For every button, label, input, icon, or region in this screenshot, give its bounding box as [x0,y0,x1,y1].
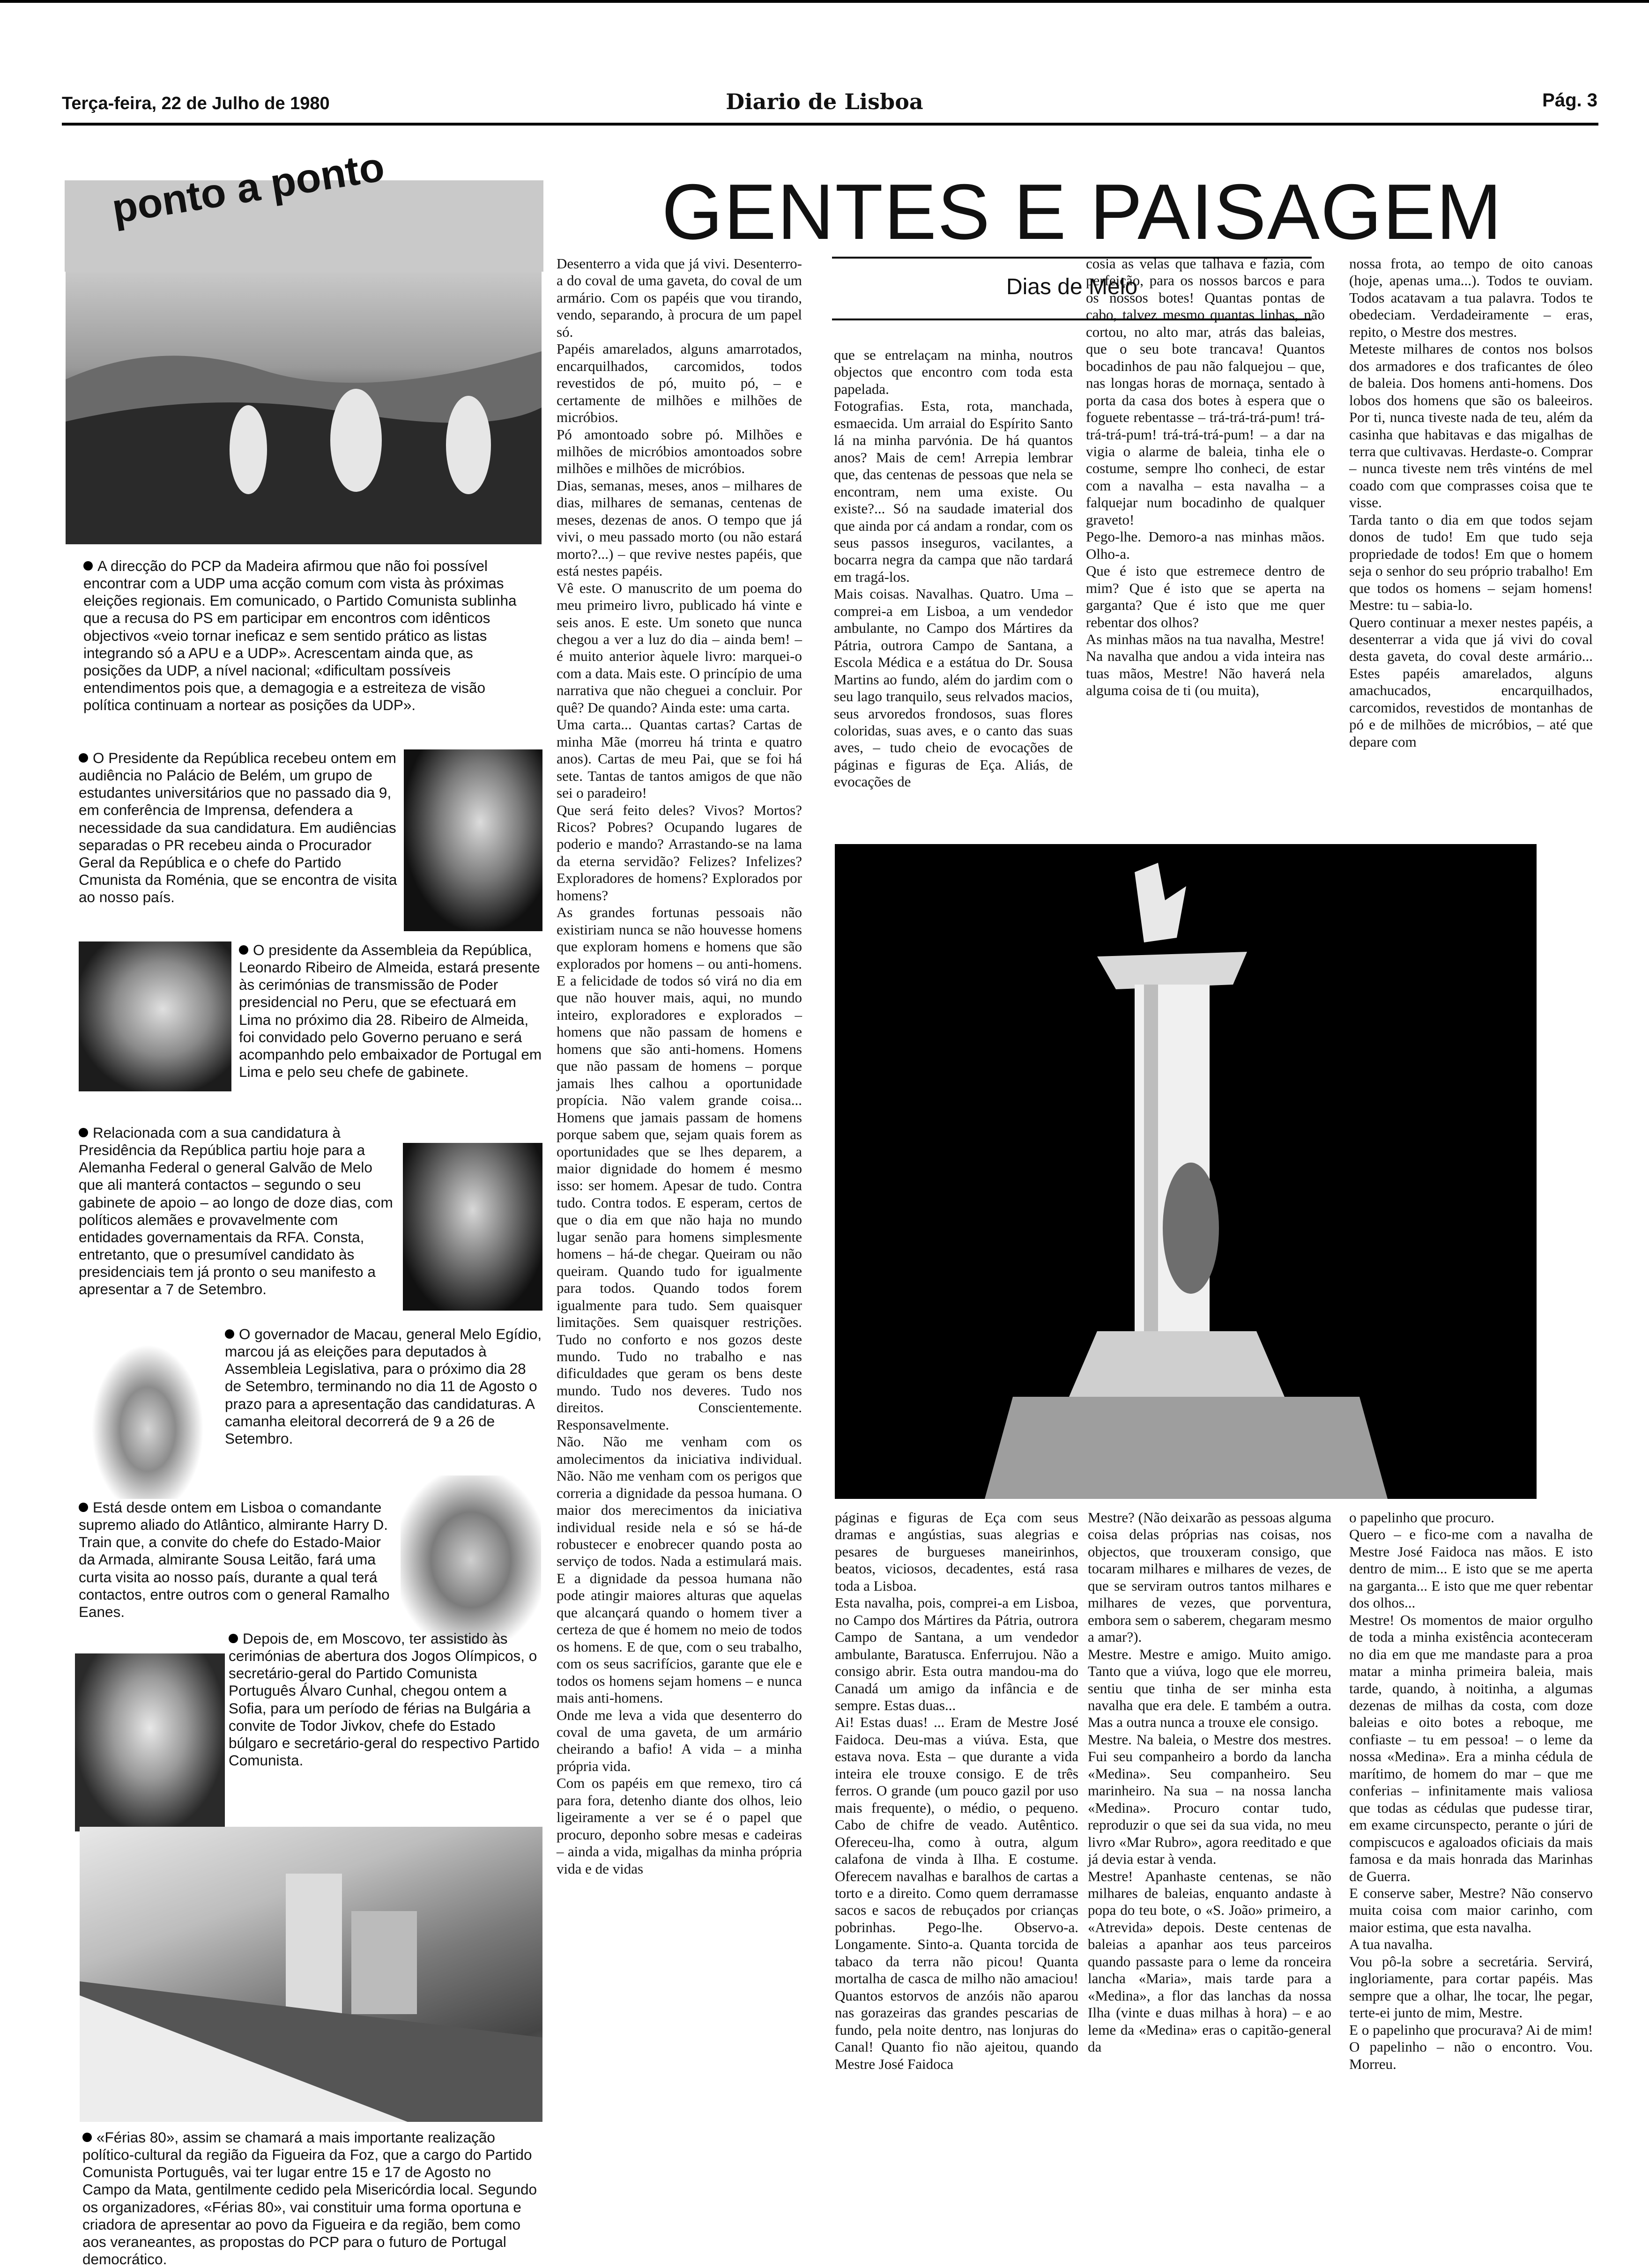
brief-text: O Presidente da República recebeu ontem em audiência no Palácio de Belém, um grupo de estudantes universitários que no passado dia 9, em conferência de Imprensa, defendera a necessidade da sua candidatura. Em audiências separadas o PR recebeu ainda o Procurador Geral da República e o chefe do Partido Cmunista da Roménia, que se encontra de visita ao nosso país. [79,749,401,906]
photo-monument-column [835,844,1537,1499]
brief-text: Está desde ontem em Lisboa o comandante supremo aliado do Atlântico, almirante Harry D. Train que, a convite do chefe do Estado-Maior da Armada, almirante Sousa Leitão, fará uma curta visita ao nosso país, durante a qual terá contactos, entre outros com o general Ramalho Eanes. [79,1499,394,1620]
article-column-3-top: cosia as velas que talhava e fazia, com perfeição, para os nossos barcos e para os nossos botes! Quantas pontas de cabo, talvez mesmo quantas linhas, não cortou, no alto mar, atrás das baleias, que o seu bote trancava! Quantos bocadinhos de pau não falquejou – que, nas longas horas de mornaça, sentado à porta da casa dos botes à espera que o foguete rebentasse – trá-trá-trá-pum! trá-trá-trá-pum! trá-trá-trá-pum! – a dar na vigia o alarme de baleia, tinha ele o costume, sempre lho conheci, de estar com a navalha – esta navalha – a falquejar num bocadinho de qualquer graveto! Pego-lhe. Demoro-a nas minhas mãos. Olho-a. Que é isto que estremece dentro de mim? Que é isto que se aperta na garganta? Que é isto que me quer rebentar dos olhos? As minhas mãos na tua navalha, Mestre! Na navalha que andou a vida inteira nas tuas mãos, Mestre! Não haverá nela alguma coisa de ti (ou muita), [1086,255,1325,699]
brief-text: O presidente da Assembleia da República, Leonardo Ribeiro de Almeida, estará presente às cerimónias de transmissão de Poder presidencial no Peru, que se efectuará em Lima no próximo dia 28. Ribeiro de Almeida, foi convidado pelo Governo peruano e será acompanhdo pelo embaixador de Portugal em Lima e pelo seu chefe de gabinete. [239,941,546,1081]
brief-cunhal [229,1630,542,1831]
article-column-1: Desenterro a vida que já vivi. Desenterro-a do coval de uma gaveta, do coval de um armário. Com os papéis que vou tirando, vendo, separando, à procura de um papel só. Papéis amarelados, alguns amarrotados, encarquilhados, carcomidos, todos revestidos de pó, muito pó, – e certamente de milhões e milhões de micróbios. Pó amontoado sobre pó. Milhões e milhões de micróbios amontoados sobre milhões e milhões de micróbios. Dias, semanas, meses, anos – milhares de dias, milhares de semanas, centenas de meses, dezenas de anos. O tempo que já vivi, o meu passado morto (ou não estará morto?...) – que revive nestes papéis, que está nestes papéis. Vê este. O manuscrito de um poema do meu primeiro livro, publicado há vinte e seis anos. E este. Um soneto que nunca chegou a ver a luz do dia – ainda bem! – é muito anterior àquele livro: marquei-o com a data. Mais este. O princípio de uma narrativa que não cheguei a concluir. Por quê? De quando? Ainda este: uma carta. Uma carta... Quantas cartas? Cartas de minha Mãe (morreu há trinta e quatro anos). Cartas de meu Pai, que se foi há sete. Tantas de tantos amigos de que não sei o paradeiro! Que será feito deles? Vivos? Mortos? Ricos? Pobres? Ocupando lugares de poderio e mando? Arrastando-se na lama da eterna servidão? Felizes? Infelizes? Exploradores de homens? Explorados por homens? As grandes fortunas pessoais não existiriam nunca se não houvesse homens que exploram homens e homens que são explorados por homens – ou anti-homens. E a felicidade de todos só virá no dia em que não houver mais, aqui, no mundo inteiro, exploradores e explorados – homens que não passam de homens e homens que são anti-homens. Homens que não passam de homens – porque jamais lhes calhou a oportunidade propícia. Não valem grande coisa... Homens que jamais passam de homens porque sabem que, sejam quais forem as oportunidades que se lhes deparem, a maior dignidade do homem é mesmo isso: ser homem. Apesar de tudo. Contra tudo. Contra todos. E esperam, certos de que o dia em que não haja no mundo lugar senão para homens simplesmente homens – há-de chegar. Queiram ou não queiram. Quando tudo for igualmente para todos. Quando todos forem igualmente para tudo. Sem quaisquer limitações. Sem quaisquer restrições. Tudo no conforto e nos gozos deste mundo. Tudo no trabalho e nas dificuldades que geram os bens deste mundo. Tudo nos deveres. Tudo nos direitos. Conscientemente. Responsavelmente. Não. Não me venham com os amolecimentos da iniciativa individual. Não. Não me venham com os perigos que correria a dignidade da pessoa humana. O maior dos merecimentos da iniciativa individual reside nela e só se há-de robustecer e enobrecer quando posta ao serviço de todos. Nada a estimulará mais. E a dignidade da pessoa humana não pode atingir maiores alturas que aquelas que alcançará quando o homem tiver a certeza de que é homem no meio de todos os homens. E de que, com o seu trabalho, com os seus sacrifícios, garante que ele e todos os homens sejam homens – e nunca mais anti-homens. Onde me leva a vida que desenterro do coval de uma gaveta, de um armário cheirando a bafio! A vida – a minha própria vida. Com os papéis em que remexo, tiro cá para fora, detenho diante dos olhos, leio ligeiramente a ver se é o papel que procuro, deponho sobre mesas e cadeiras – ainda a vida, migalhas da minha própria vida e de vidas [557,255,802,1877]
article-headline: GENTES E PAISAGEM [661,168,1503,256]
bullet-icon [82,2133,92,2142]
photo-beach-scene [80,1827,542,2122]
photo-presidente-portrait [404,749,542,931]
article-column-3-bottom: Mestre? (Não deixarão as pessoas alguma coisa delas próprias nas coisas, nos objectos, que trouxeram consigo, que tocaram milhares e milhares de vezes, de que se serviram outros tantos milhares e milhares de vezes, que porventura, embora sem o saberem, chegaram mesmo a amar?). Mestre. Mestre e amigo. Muito amigo. Tanto que a viúva, logo que ele morreu, sentiu que tinha de ser minha esta navalha que era dele. E também a outra. Mas a outra nunca a trouxe ele consigo. Mestre. Na baleia, o Mestre dos mestres. Fui seu companheiro a bordo da lancha «Medina». Seu companheiro. Seu marinheiro. Na sua – na nossa lancha «Medina». Procuro contar tudo, reproduzir o que sei da sua vida, no meu livro «Mar Rubro», agora reeditado e que já devia estar à venda. Mestre! Apanhaste centenas, se não milhares de baleias, enquanto andaste à popa do teu bote, o «S. João» primeiro, a «Atrevida» depois. Deste centenas de baleias a apanhar aos teus parceiros quando passaste para o leme da ronceira lancha «Maria», mais tarde para a «Medina», a flor das lanchas da nossa Ilha (vinte e duas milhas à hora) – e ao leme da «Medina» eras o capitão-general da [1088,1509,1331,2055]
photo-figueira-da-foz-beach [80,1827,542,2122]
photo-monument-night [835,844,1537,1499]
brief-text: A direcção do PCP da Madeira afirmou que não foi possível encontrar com a UDP uma acção comum com vista às próximas eleições regionais. Em comunicado, o Partido Comunista sublinha que a recusa do PS em participar em encontros com idênticos objectivos «veio tornar ineficaz e sem sentido prático as listas integrando só a APU e a UDP». Acrescentam ainda que, as posições da UDP, a nível nacional; «dificultam possíveis entendimentos pois que, a demagogia e a estreiteza de visão política continuam a nortear as posições da UDP». [83,557,521,714]
photo-leonardo-ribeiro-de-almeida [79,941,231,1091]
bullet-icon [239,945,248,955]
bullet-icon [229,1634,238,1643]
brief-assembleia [239,941,546,1115]
photo-madeira-crowd [66,272,542,544]
photo-melo-egidio [91,1344,204,1499]
brief-almirante-train [79,1499,397,1639]
photo-galvao-de-melo [403,1143,542,1311]
article-byline: Dias de Melo [1006,274,1138,299]
photo-sousa-leitao [401,1475,541,1644]
brief-presidente [79,749,402,923]
article-column-4-bottom: o papelinho que procuro. Quero – e fico-me com a navalha de Mestre José Faidoca nas mãos. E isto dentro de mim... E isto que se me aperta na garganta... E isto que me quer rebentar dos olhos... Mestre! Os momentos de maior orgulho de toda a minha existência aconteceram no dia em que me mandaste para a proa matar a minha primeira baleia, mais tarde, quando, à noitinha, a algumas dezenas de milhas da costa, com doze baleias e oito botes a reboque, me confiaste – tu em pessoa! – o leme da nossa «Medina». Era a minha cédula de marítimo, de homem do mar – que me conferias – infinitamente mais valiosa que todas as cédulas que pudesse tirar, em exame circunspecto, perante o júri de compiscucos e agaloados oficiais da mais famosa e da mais honrada das Marinhas de Guerra. E conserve saber, Mestre? Não conservo muita coisa com maior carinho, com maior estima, que esta navalha. A tua navalha. Vou pô-la sobre a secretária. Servirá, ingloriamente, para cortar papéis. Mas sempre que a olhar, lhe tocar, lhe pegar, terte-ei junto de mim, Mestre. E o papelinho que procurava? Ai de mim! O papelinho – não o encontro. Vou. Morreu. [1349,1509,1593,2072]
bullet-icon [79,1128,88,1137]
bullet-icon [79,1503,88,1512]
bullet-icon [79,753,88,763]
header-rule [62,123,1598,126]
photo-alvaro-cunhal [75,1653,225,1831]
article-column-2-top: que se entrelaçam na minha, noutros objectos que encontro com toda esta papelada. Fotografias. Esta, rota, manchada, esmaecida. Um arraial do Espírito Santo lá na minha parvónia. De há quantos anos? Mais de cem! Arrepia lembrar que, das centenas de pessoas que nela se encontram, nem uma existe. Ou existe?... Só na saudade imaterial dos que ainda por cá andam a rondar, com os seus passos inseguros, vacilantes, a bocarra negra da campa que não tardará em tragá-los. Mais coisas. Navalhas. Quatro. Uma – comprei-a em Lisboa, a um vendedor ambulante, no Campo dos Mártires da Pátria, outrora Campo de Santana, a Escola Médica e a estátua do Dr. Sousa Martins ao fundo, além do jardim com o seu lago tranquilo, seus relvados macios, seus arvoredos frondosos, suas flores coloridas, suas aves, e o canto das suas aves, – tudo cheio de evocações de páginas e figuras de Eça. Aliás, de evocações de [834,347,1073,790]
brief-madeira [83,557,533,745]
brief-text: O governador de Macau, general Melo Egídio, marcou já as eleições para deputados à Assembleia Legislativa, para o próximo dia 28 de Setembro, terminando no dia 11 de Agosto o prazo para a apresentação das candidaturas. A camanha eleitoral decorrerá de 9 a 26 de Setembro. [225,1326,546,1447]
brief-ferias-80 [82,2129,542,2268]
photo-madeira-scene [66,272,542,544]
article-column-4-top: nossa frota, ao tempo de oito canoas (hoje, apenas uma...). Todos te ouviam. Todos acatavam a tua palavra. Todos te obedeciam. Verdadeiramente – eras, repito, o Mestre dos mestres. Meteste milhares de contos nos bolsos dos armadores e dos traficantes de óleo de baleia. Dos homens anti-homens. Dos lobos dos homens que são os baleeiros. Por ti, nunca tiveste nada de teu, além da casinha que habitavas e das migalhas de terra que cultivavas. Herdaste-o. Comprar – nunca tiveste nem três vinténs de mel coado com que comprasses coisa que te visse. Tarda tanto o dia em que todos sejam donos de tudo! Em que tudo seja propriedade de todos! Em que o homem seja o senhor do seu próprio trabalho! Em que todos os homens – sejam homens! Mestre: tu – sabia-lo. Quero continuar a mexer nestes papéis, a desenterrar a vida que já vivi do coval desta gaveta, do coval deste armário... Estes papéis amarelados, alguns amachucados, encarquilhados, carcomidos, revestidos de montanhas de pó e de milhões de micróbios, – até que depare com [1349,255,1593,750]
article-column-2-bottom: páginas e figuras de Eça com seus dramas e angústias, suas alegrias e pesares de burgueses maneirinhos, beatos, viciosos, decadentes, está rasa toda a Lisboa. Esta navalha, pois, comprei-a em Lisboa, no Campo dos Mártires da Pátria, outrora Campo de Santana, a um vendedor ambulante, Baratusca. Enferrujou. Não a consigo abrir. Esta outra mandou-ma do Canadá um amigo da infância e de sempre. Estas duas... Ai! Estas duas! ... Eram de Mestre José Faidoca. Deu-mas a viúva. Esta, que estava nova. Esta – que durante a vida inteira ele trouxe consigo. E de três ferros. O grande (um pouco gazil por uso mais frequente), o médio, o pequeno. Cabo de chifre de veado. Autêntico. Ofereceu-lha, como à outra, algum calafona de vinda à Ilha. E costume. Oferecem navalhas e baralhos de cartas a torto e a direito. Como quem derramasse sacos e sacos de rebuçados por crianças pobrinhas. Pego-lhe. Observo-a. Longamente. Sinto-a. Quanta torcida de tabaco da terra não picou! Quanta mortalha de casca de milho não amaciou! Quantos estorvos de anzóis não aparou nas gorazeiras das grandes pescarias de fundo, pela noite dentro, nas lonjuras do Canal! Quanto fio não ajeitou, quando Mestre José Faidoca [835,1509,1078,2072]
bullet-icon [83,561,93,571]
brief-galvao-de-melo [79,1124,397,1330]
masthead-title: Diario de Lisboa [726,89,923,114]
issue-date: Terça-feira, 22 de Julho de 1980 [62,94,330,113]
top-rule [0,0,1649,3]
brief-macau [225,1326,546,1485]
brief-text: Relacionada com a sua candidatura à Presidência da República partiu hoje para a Alemanha Federal o general Galvão de Melo que ali manterá contactos – segundo o seu gabinete de apoio – ao longo de doze dias, com políticos alemães e provavelmente com entidades governamentais da RFA. Consta, entretanto, que o presumível candidato às presidenciais tem já pronto o seu manifesto a apresentar a 7 de Setembro. [79,1124,397,1298]
page-number: Pág. 3 [1542,90,1597,111]
ponto-a-ponto-badge [65,143,543,272]
brief-text: Depois de, em Moscovo, ter assistido às cerimónias de abertura dos Jogos Olímpicos, o secretário-geral do Partido Comunista Português Álvaro Cunhal, chegou ontem a Sofia, para um período de férias na Bulgária a convite de Todor Jivkov, chefe do Estado búlgaro e secretário-geral do respectivo Partido Comunista. [229,1630,544,1769]
bullet-icon [225,1329,234,1339]
badge-text: ponto a ponto [109,143,387,232]
brief-text: «Férias 80», assim se chamará a mais importante realização político-cultural da região da Figueira da Foz, que a cargo do Partido Comunista Português, vai ter lugar entre 15 e 17 de Agosto no Campo da Mata, gentilmente cedido pela Misericórdia local. Segundo os organizadores, «Férias 80», vai constituir uma forma oportuna e criadora de apresentar ao povo da Figueira e da região, bem como aos veraneantes, as propostas do PCP para o futuro de Portugal democrático. [82,2129,541,2268]
